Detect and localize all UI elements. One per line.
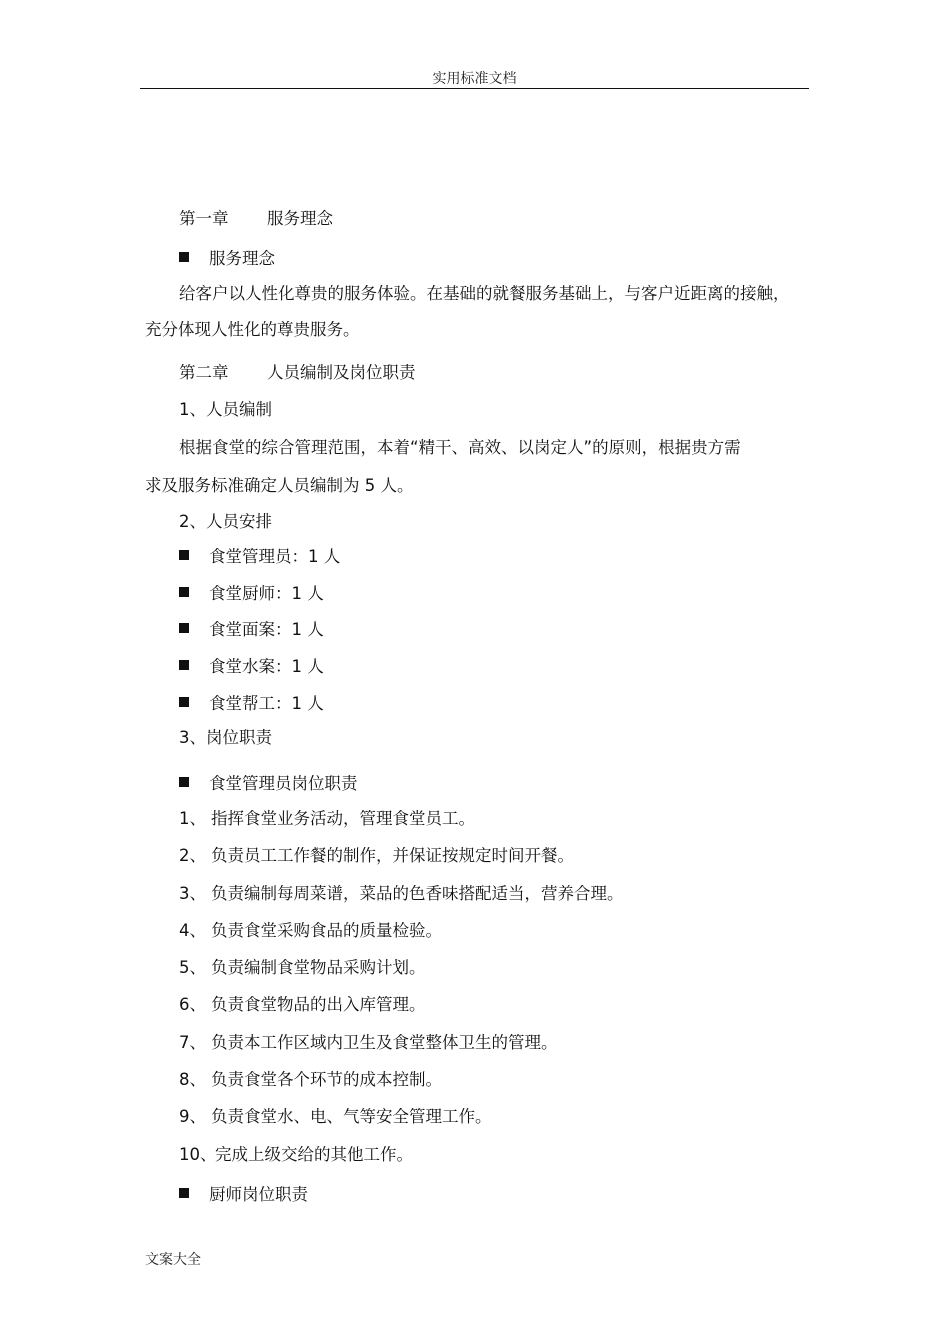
chapter-2-title: 人员编制及岗位职责	[267, 363, 416, 382]
page-header: 实用标准文档	[432, 71, 517, 87]
staff-item-text: 食堂管理员：1 人	[209, 547, 341, 566]
staff-item-text: 食堂帮工：1 人	[209, 694, 324, 713]
chapter-2-heading	[179, 365, 416, 382]
section-heading: 2、人员安排	[179, 512, 272, 531]
page-footer: 文案大全	[145, 1252, 201, 1268]
bullet-chef-duties	[179, 1187, 308, 1204]
duty-item: 6、 负责食堂物品的出入库管理。	[179, 995, 426, 1014]
bullet-manager-duties	[179, 776, 358, 793]
bullet-text: 食堂管理员岗位职责	[209, 774, 358, 793]
square-bullet-icon	[179, 587, 189, 597]
duty-item: 10、完成上级交给的其他工作。	[179, 1145, 413, 1164]
staff-item-text: 食堂厨师：1 人	[209, 584, 324, 603]
duty-item: 3、 负责编制每周菜谱，菜品的色香味搭配适当，营养合理。	[179, 884, 624, 903]
bullet-text: 服务理念	[209, 249, 275, 268]
staff-item	[179, 549, 340, 566]
duty-item: 4、 负责食堂采购食品的质量检验。	[179, 921, 442, 940]
bullet-text: 厨师岗位职责	[209, 1185, 308, 1204]
square-bullet-icon	[179, 660, 189, 670]
paragraph-line: 根据食堂的综合管理范围，本着“精干、高效、以岗定人”的原则，根据贵方需	[179, 438, 741, 457]
duty-item: 1、 指挥食堂业务活动，管理食堂员工。	[179, 809, 475, 828]
staff-item	[179, 696, 324, 713]
bullet-service-concept	[179, 251, 275, 268]
square-bullet-icon	[179, 252, 189, 262]
staff-item	[179, 586, 324, 603]
paragraph-line: 充分体现人性化的尊贵服务。	[145, 320, 360, 339]
staff-item	[179, 622, 324, 639]
paragraph-line: 求及服务标准确定人员编制为 5 人。	[145, 476, 414, 495]
chapter-2-number: 第二章	[179, 363, 229, 382]
header-rule	[140, 88, 809, 89]
chapter-1-heading	[179, 211, 333, 228]
paragraph-line: 给客户以人性化尊贵的服务体验。在基础的就餐服务基础上，与客户近距离的接触，	[179, 284, 790, 303]
duty-item: 5、 负责编制食堂物品采购计划。	[179, 958, 426, 977]
staff-item-text: 食堂面案：1 人	[209, 620, 324, 639]
square-bullet-icon	[179, 623, 189, 633]
chapter-1-number: 第一章	[179, 209, 229, 228]
square-bullet-icon	[179, 1188, 189, 1198]
duty-item: 2、 负责员工工作餐的制作，并保证按规定时间开餐。	[179, 846, 574, 865]
duty-item: 8、 负责食堂各个环节的成本控制。	[179, 1070, 442, 1089]
duty-item: 7、 负责本工作区域内卫生及食堂整体卫生的管理。	[179, 1033, 558, 1052]
staff-item	[179, 659, 324, 676]
chapter-1-title: 服务理念	[267, 209, 333, 228]
duty-item: 9、 负责食堂水、电、气等安全管理工作。	[179, 1107, 492, 1126]
square-bullet-icon	[179, 550, 189, 560]
section-heading: 3、岗位职责	[179, 728, 272, 747]
square-bullet-icon	[179, 697, 189, 707]
square-bullet-icon	[179, 777, 189, 787]
section-heading: 1、人员编制	[179, 400, 272, 419]
staff-item-text: 食堂水案：1 人	[209, 657, 324, 676]
